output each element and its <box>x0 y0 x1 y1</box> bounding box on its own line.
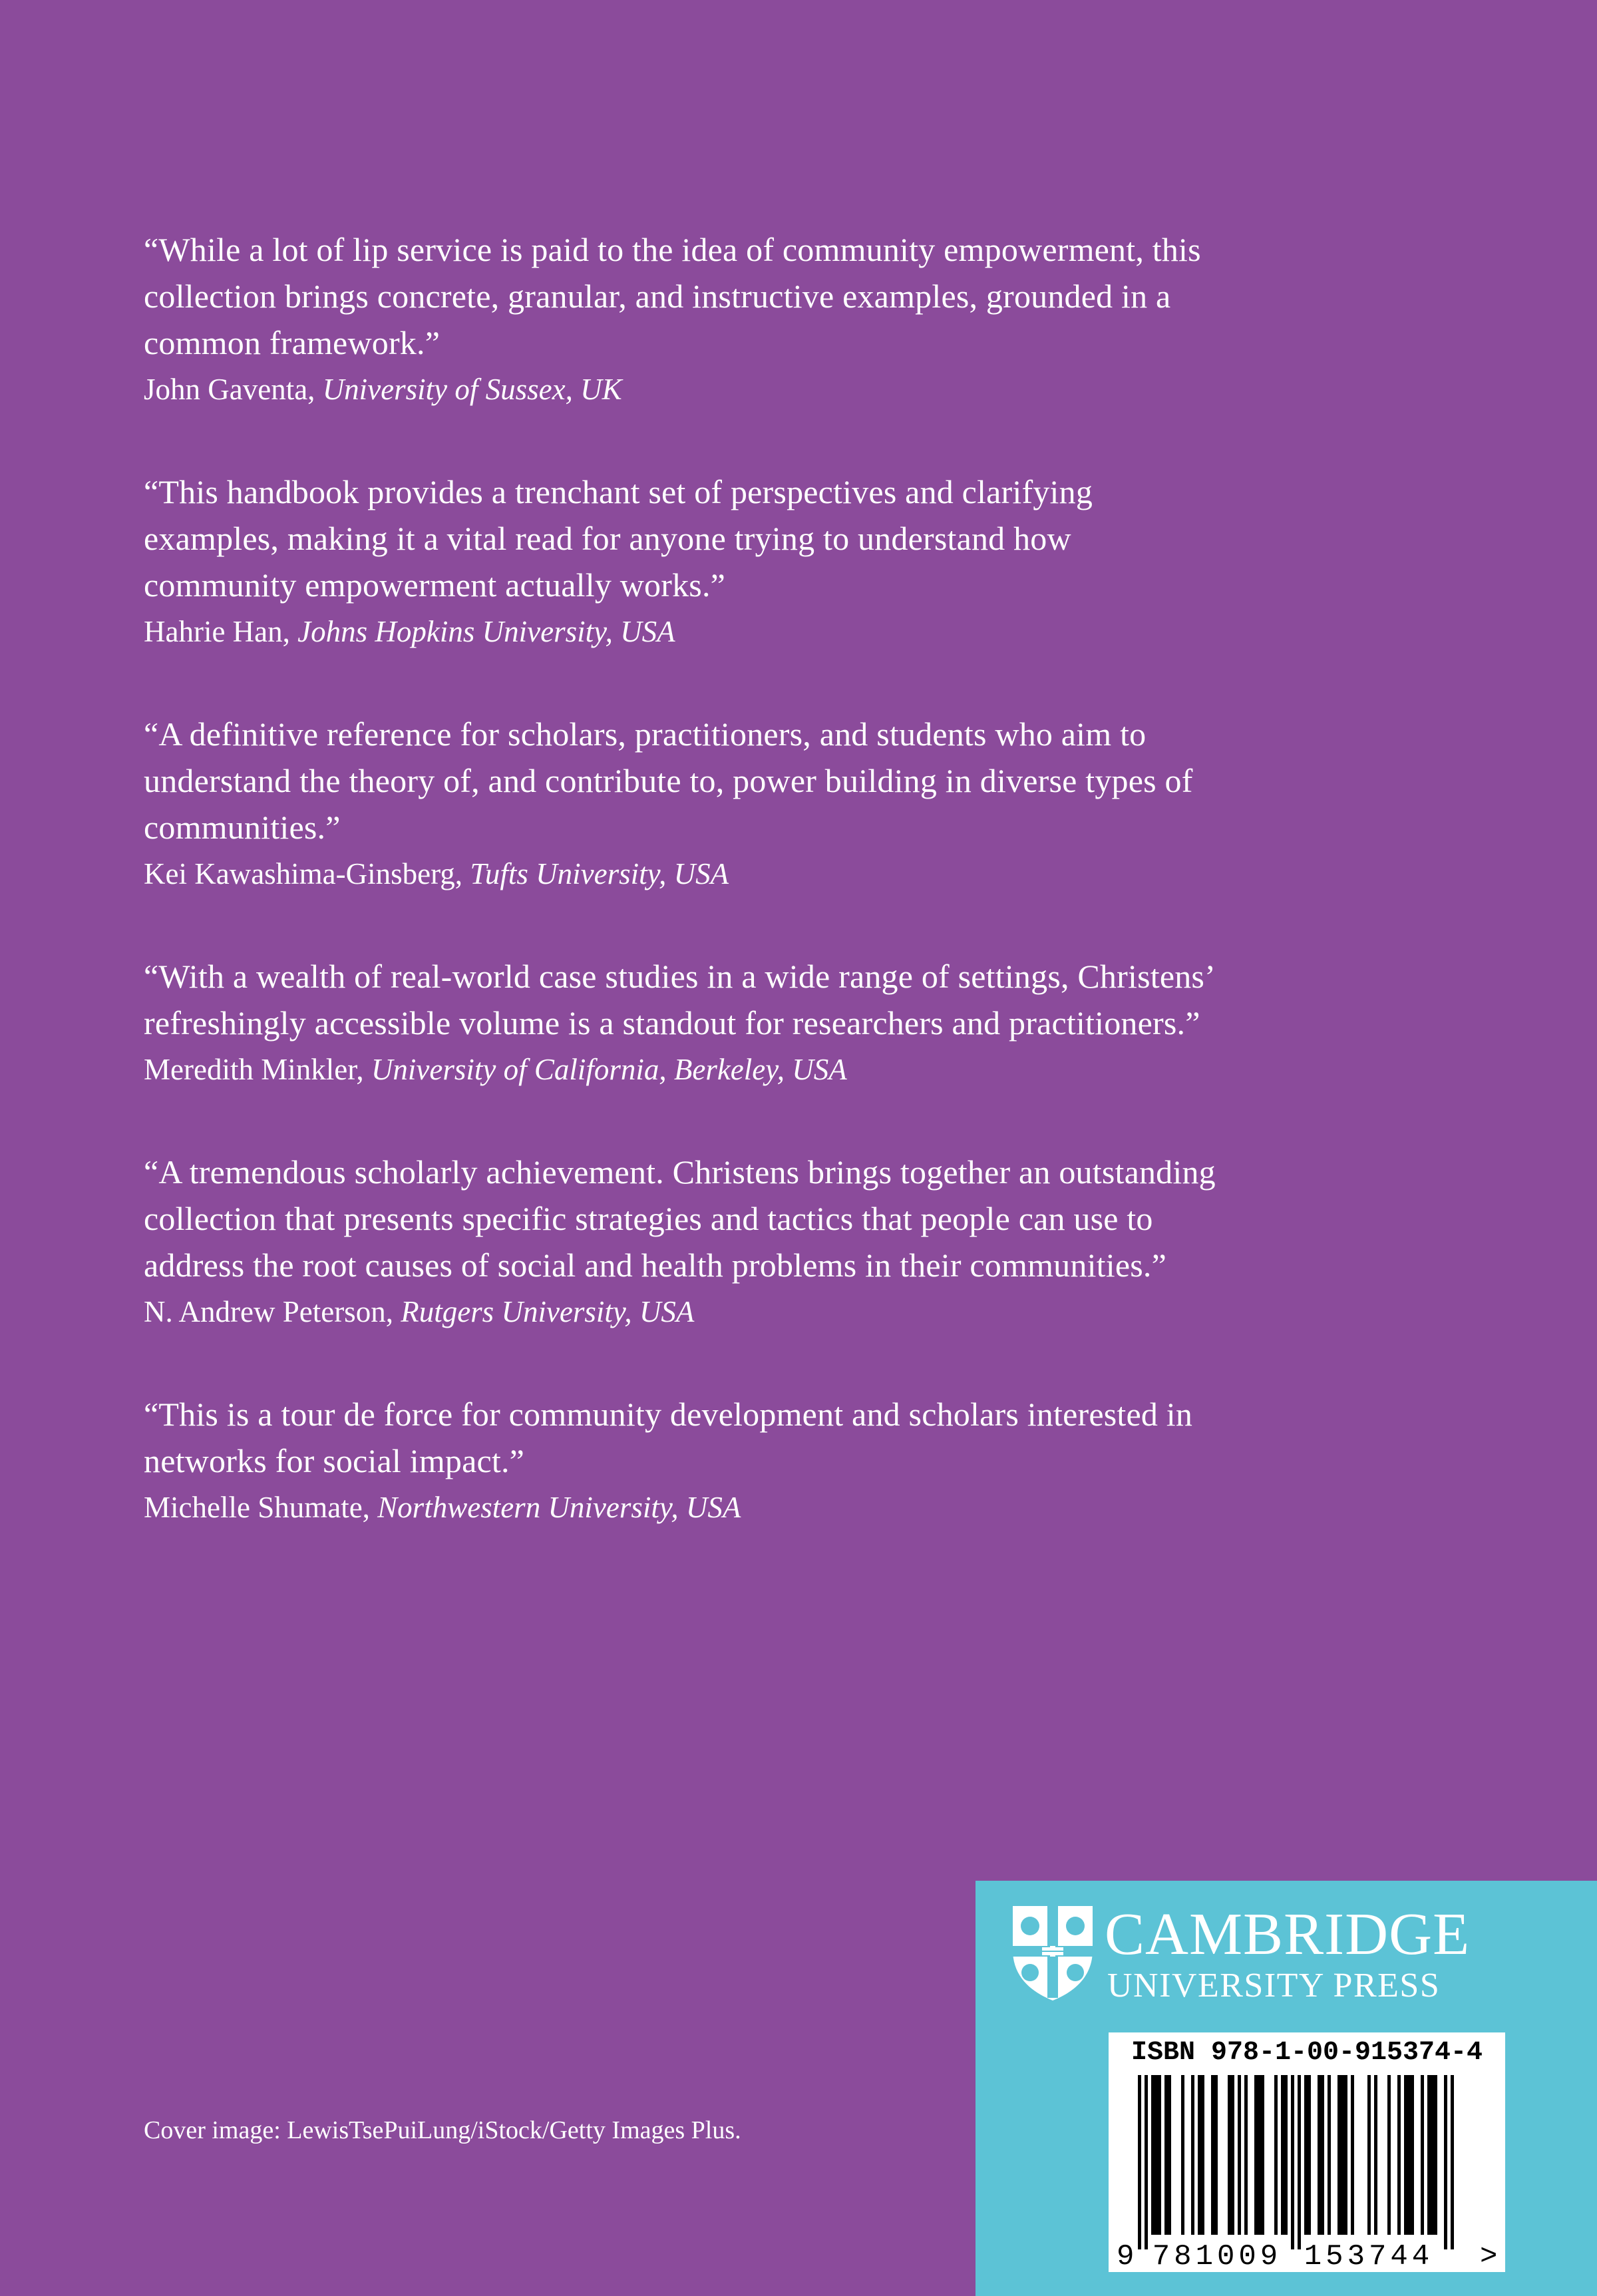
endorsement-quote <box>144 711 1381 851</box>
endorsement-attribution <box>144 851 1381 897</box>
barcode-bar <box>1304 2075 1308 2235</box>
barcode-bar <box>1151 2075 1154 2235</box>
barcode-bar <box>1154 2075 1158 2235</box>
quote-line: understand the theory of, and contribute to, power building in diverse types of <box>144 762 1193 799</box>
barcode-bar <box>1444 2075 1447 2249</box>
barcode-bar <box>1198 2075 1201 2235</box>
endorsement <box>144 1149 1381 1335</box>
barcode-bar <box>1431 2075 1434 2235</box>
endorser-affiliation: Johns Hopkins University, USA <box>297 615 675 648</box>
endorser-affiliation: University of California, Berkeley, USA <box>371 1053 847 1086</box>
isbn-barcode <box>1109 2032 1505 2272</box>
cover-image-credit: Cover image: LewisTsePuiLung/iStock/Getty Images Plus. <box>144 2116 741 2144</box>
publisher-name: CAMBRIDGE <box>1105 1901 1471 1967</box>
barcode-bar <box>1344 2075 1347 2235</box>
barcode-bar <box>1404 2075 1407 2235</box>
publisher-panel <box>976 1881 1597 2296</box>
barcode-bar <box>1258 2075 1261 2235</box>
barcode-quiet-zone-mark: > <box>1480 2240 1498 2272</box>
barcode-bar <box>1168 2075 1171 2235</box>
barcode-bar <box>1387 2075 1391 2235</box>
barcode-bar <box>1244 2075 1248 2235</box>
barcode-bar <box>1191 2075 1194 2235</box>
barcode-bar <box>1321 2075 1324 2235</box>
barcode-bar <box>1341 2075 1344 2235</box>
barcode-bar <box>1397 2075 1401 2235</box>
barcode-bar <box>1451 2075 1454 2249</box>
quote-line: refreshingly accessible volume is a standout for researchers and practitioners.” <box>144 1004 1200 1042</box>
endorsement-attribution <box>144 1288 1381 1335</box>
quote-line: networks for social impact.” <box>144 1442 525 1479</box>
barcode-bar <box>1337 2075 1341 2235</box>
endorser-affiliation: Rutgers University, USA <box>401 1295 695 1328</box>
barcode-bar <box>1281 2075 1284 2235</box>
endorsement <box>144 226 1381 413</box>
barcode-bar <box>1434 2075 1437 2235</box>
barcode-bar <box>1291 2075 1294 2249</box>
endorsement <box>144 711 1381 897</box>
endorser-affiliation: University of Sussex, UK <box>322 373 622 406</box>
quote-line: “This handbook provides a trenchant set of perspectives and clarifying <box>144 473 1093 510</box>
barcode-bar <box>1328 2075 1331 2235</box>
endorser-name: N. Andrew Peterson, <box>144 1295 401 1328</box>
quote-line: collection brings concrete, granular, and instructive examples, grounded in a <box>144 278 1171 315</box>
endorsements <box>144 226 1381 1587</box>
barcode-bar <box>1407 2075 1411 2235</box>
barcode-bar <box>1138 2075 1141 2249</box>
endorsement-quote <box>144 953 1381 1046</box>
barcode-bar <box>1374 2075 1377 2235</box>
isbn-label: ISBN 978-1-00-915374-4 <box>1131 2038 1483 2068</box>
barcode-bar <box>1254 2075 1258 2235</box>
barcode-bar <box>1284 2075 1288 2235</box>
endorser-affiliation: Northwestern University, USA <box>377 1491 741 1524</box>
barcode-bar <box>1238 2075 1241 2235</box>
barcode-bar <box>1214 2075 1218 2235</box>
barcode-bar <box>1231 2075 1234 2235</box>
quote-line: “With a wealth of real-world case studies in a wide range of settings, Christens’ <box>144 958 1216 995</box>
endorser-name: Meredith Minkler, <box>144 1053 371 1086</box>
barcode-bar <box>1298 2075 1301 2249</box>
endorser-name: Hahrie Han, <box>144 615 298 648</box>
endorser-name: Michelle Shumate, <box>144 1491 378 1524</box>
barcode-bar <box>1421 2075 1424 2235</box>
endorsement-quote <box>144 1149 1381 1288</box>
quote-line: community empowerment actually works.” <box>144 566 726 604</box>
barcode-bar <box>1211 2075 1214 2235</box>
barcode-first-digit: 9 <box>1117 2240 1135 2272</box>
barcode-bar <box>1261 2075 1264 2235</box>
barcode-bar <box>1367 2075 1371 2235</box>
endorsement-quote <box>144 469 1381 608</box>
barcode-bar <box>1145 2075 1148 2249</box>
endorser-affiliation: Tufts University, USA <box>470 857 729 890</box>
endorsement-attribution <box>144 1046 1381 1093</box>
endorsement-quote <box>144 1391 1381 1484</box>
quote-line: “A tremendous scholarly achievement. Christens brings together an outstanding <box>144 1153 1216 1191</box>
cambridge-crest-icon <box>1010 1903 1095 2002</box>
quote-line: “While a lot of lip service is paid to the idea of community empowerment, this <box>144 231 1201 268</box>
quote-line: address the root causes of social and health problems in their communities.” <box>144 1246 1167 1284</box>
barcode-bar <box>1318 2075 1321 2235</box>
endorsement-attribution <box>144 608 1381 655</box>
barcode-bar <box>1164 2075 1168 2235</box>
barcode <box>1109 2032 1505 2272</box>
quote-line: “This is a tour de force for community development and scholars interested in <box>144 1396 1193 1433</box>
barcode-bar <box>1427 2075 1431 2235</box>
endorsement-attribution <box>144 366 1381 413</box>
endorsement <box>144 953 1381 1093</box>
endorsement-attribution <box>144 1484 1381 1531</box>
barcode-bar <box>1351 2075 1354 2235</box>
quote-line: “A definitive reference for scholars, practitioners, and students who aim to <box>144 715 1147 753</box>
endorsement-quote <box>144 226 1381 366</box>
barcode-bar <box>1181 2075 1184 2235</box>
barcode-bar <box>1158 2075 1161 2235</box>
endorser-name: John Gaventa, <box>144 373 323 406</box>
barcode-right-digits: 153744 <box>1304 2240 1434 2272</box>
endorser-name: Kei Kawashima-Ginsberg, <box>144 857 470 890</box>
endorsement <box>144 469 1381 655</box>
quote-line: examples, making it a vital read for anyone trying to understand how <box>144 520 1071 557</box>
barcode-bar <box>1274 2075 1278 2235</box>
quote-line: collection that presents specific strategies and tactics that people can use to <box>144 1200 1153 1237</box>
quote-line: communities.” <box>144 809 341 846</box>
barcode-bar <box>1228 2075 1231 2235</box>
quote-line: common framework.” <box>144 324 441 361</box>
barcode-left-digits: 781009 <box>1152 2240 1282 2272</box>
endorsement <box>144 1391 1381 1531</box>
publisher-subline: UNIVERSITY PRESS <box>1107 1967 1441 2005</box>
barcode-bar <box>1411 2075 1414 2235</box>
barcode-bar <box>1308 2075 1311 2235</box>
barcode-bar <box>1201 2075 1204 2235</box>
